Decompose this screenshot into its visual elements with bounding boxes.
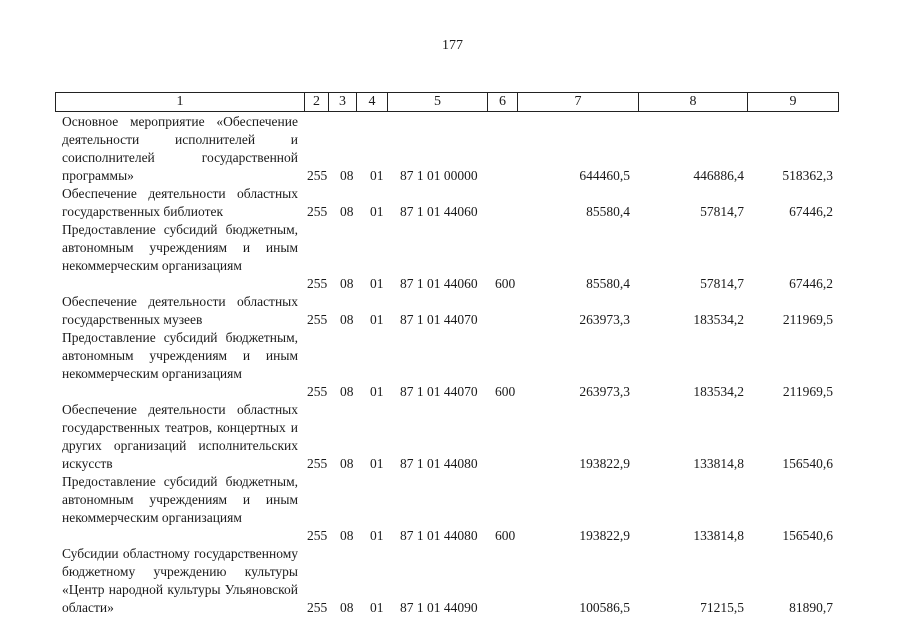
row-target-article: 87 1 01 44060 xyxy=(400,204,478,219)
row-podrazdel: 01 xyxy=(370,276,384,291)
row-razdel: 08 xyxy=(340,528,354,543)
row-name: Предоставление субсидий бюджетным, автономным учреждениям и иным некоммерческим организациям xyxy=(62,222,298,273)
row-amount-col9: 211969,5 xyxy=(782,384,833,399)
row-target-article: 87 1 01 00000 xyxy=(400,168,478,183)
row-target-article: 87 1 01 44060 xyxy=(400,276,478,291)
row-amount-col8: 446886,4 xyxy=(693,168,744,183)
row-target-article: 87 1 01 44080 xyxy=(400,528,478,543)
row-amount-col7: 193822,9 xyxy=(579,456,630,471)
row-amount-col9: 211969,5 xyxy=(782,312,833,327)
row-amount-col7: 644460,5 xyxy=(579,168,630,183)
row-razdel: 08 xyxy=(340,204,354,219)
row-amount-col9: 156540,6 xyxy=(782,528,833,543)
row-amount-col7: 193822,9 xyxy=(579,528,630,543)
row-razdel: 08 xyxy=(340,384,354,399)
row-target-article: 87 1 01 44070 xyxy=(400,312,478,327)
row-amount-col8: 57814,7 xyxy=(700,204,744,219)
row-name: Основное мероприятие «Обеспечение деятельности исполнителей и соисполнителей государственной программы» xyxy=(62,114,298,183)
column-number-header xyxy=(55,92,839,112)
page-number: 177 xyxy=(442,38,463,53)
row-vedomstvo: 255 xyxy=(307,312,328,327)
row-amount-col9: 67446,2 xyxy=(789,204,833,219)
header-col-5: 5 xyxy=(387,93,487,111)
row-razdel: 08 xyxy=(340,312,354,327)
row-podrazdel: 01 xyxy=(370,456,384,471)
row-razdel: 08 xyxy=(340,168,354,183)
row-amount-col7: 100586,5 xyxy=(579,600,630,615)
row-podrazdel: 01 xyxy=(370,204,384,219)
row-amount-col7: 263973,3 xyxy=(579,384,630,399)
row-amount-col7: 85580,4 xyxy=(586,204,630,219)
row-target-article: 87 1 01 44080 xyxy=(400,456,478,471)
row-amount-col8: 133814,8 xyxy=(693,456,744,471)
row-name: Обеспечение деятельности областных государственных театров, концертных и других организаций исполнительских искусств xyxy=(62,402,298,471)
header-col-1: 1 xyxy=(176,94,184,109)
header-col-4: 4 xyxy=(356,93,387,111)
row-vedomstvo: 255 xyxy=(307,456,328,471)
row-podrazdel: 01 xyxy=(370,528,384,543)
row-vedomstvo: 255 xyxy=(307,168,328,183)
row-name: Обеспечение деятельности областных государственных музеев xyxy=(62,294,298,327)
row-expense-type: 600 xyxy=(495,276,516,291)
row-name: Предоставление субсидий бюджетным, автономным учреждениям и иным некоммерческим организациям xyxy=(62,330,298,381)
row-podrazdel: 01 xyxy=(370,600,384,615)
row-target-article: 87 1 01 44070 xyxy=(400,384,478,399)
row-vedomstvo: 255 xyxy=(307,276,328,291)
header-col-6: 6 xyxy=(487,93,517,111)
header-col-7: 7 xyxy=(517,93,638,111)
row-amount-col8: 183534,2 xyxy=(693,384,744,399)
row-amount-col8: 183534,2 xyxy=(693,312,744,327)
row-vedomstvo: 255 xyxy=(307,528,328,543)
row-razdel: 08 xyxy=(340,600,354,615)
header-col-2: 2 xyxy=(304,93,328,111)
row-amount-col9: 67446,2 xyxy=(789,276,833,291)
header-col-9: 9 xyxy=(747,93,838,111)
row-amount-col9: 81890,7 xyxy=(789,600,833,615)
row-amount-col9: 518362,3 xyxy=(782,168,833,183)
row-amount-col8: 57814,7 xyxy=(700,276,744,291)
row-vedomstvo: 255 xyxy=(307,384,328,399)
header-col-8: 8 xyxy=(638,93,747,111)
row-razdel: 08 xyxy=(340,276,354,291)
row-vedomstvo: 255 xyxy=(307,204,328,219)
row-name: Субсидии областному государственному бюджетному учреждению культуры «Центр народной культуры Ульяновской области» xyxy=(62,546,298,615)
row-amount-col7: 263973,3 xyxy=(579,312,630,327)
row-name: Предоставление субсидий бюджетным, автономным учреждениям и иным некоммерческим организациям xyxy=(62,474,298,525)
row-amount-col9: 156540,6 xyxy=(782,456,833,471)
row-amount-col7: 85580,4 xyxy=(586,276,630,291)
row-podrazdel: 01 xyxy=(370,384,384,399)
row-amount-col8: 71215,5 xyxy=(700,600,744,615)
row-podrazdel: 01 xyxy=(370,168,384,183)
row-vedomstvo: 255 xyxy=(307,600,328,615)
row-target-article: 87 1 01 44090 xyxy=(400,600,478,615)
row-expense-type: 600 xyxy=(495,528,516,543)
row-razdel: 08 xyxy=(340,456,354,471)
row-amount-col8: 133814,8 xyxy=(693,528,744,543)
row-expense-type: 600 xyxy=(495,384,516,399)
header-col-3: 3 xyxy=(328,93,356,111)
row-name: Обеспечение деятельности областных государственных библиотек xyxy=(62,186,298,219)
row-podrazdel: 01 xyxy=(370,312,384,327)
